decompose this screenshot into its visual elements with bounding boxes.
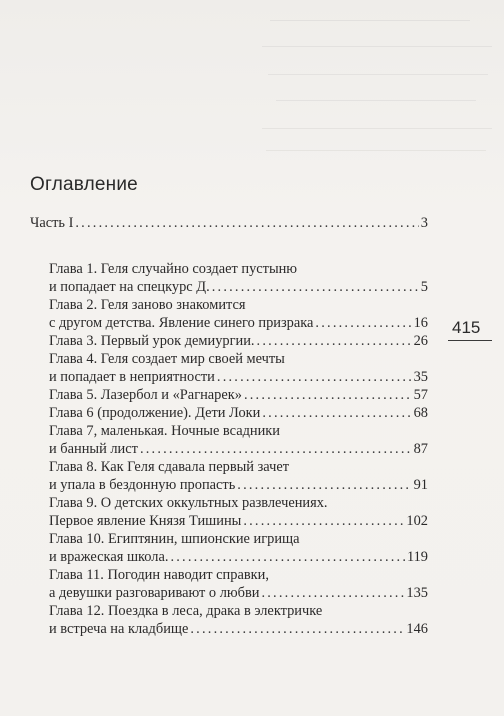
part-title: Часть I [30, 215, 74, 231]
toc-chapter-entry[interactable] [49, 296, 428, 332]
chapter-page: 87 [413, 441, 428, 457]
chapter-page: 57 [413, 387, 428, 403]
bleed-through-line [268, 74, 488, 75]
dot-leader [217, 368, 412, 386]
chapter-title: Глава 9. О детских оккультных развлечениях. [49, 495, 328, 511]
dot-leader [212, 278, 419, 296]
chapter-title: Глава 4. Геля создает мир своей мечты [49, 351, 285, 367]
chapter-page: 135 [406, 585, 428, 601]
chapter-title-cont: и попадает на спецкурс Д. [49, 279, 210, 295]
toc-chapter-entry[interactable] [49, 260, 428, 296]
chapter-title-cont: а девушки разговаривают о любви [49, 585, 260, 601]
dot-leader [243, 512, 404, 530]
toc-chapter-entry[interactable] [49, 404, 428, 422]
toc-chapter-entry[interactable] [49, 494, 428, 530]
chapter-page: 16 [413, 315, 428, 331]
dot-leader [140, 440, 412, 458]
chapter-page: 5 [420, 279, 428, 295]
chapter-title: Глава 12. Поездка в леса, драка в электричке [49, 603, 323, 619]
chapter-title-cont: и вражеская школа. [49, 549, 169, 565]
bleed-through-line [276, 100, 476, 101]
chapter-page: 91 [413, 477, 428, 493]
bleed-through-line [262, 128, 492, 129]
dot-leader [262, 404, 411, 422]
chapter-title-cont: и попадает в неприятности [49, 369, 215, 385]
toc-chapter-entry[interactable] [49, 422, 428, 458]
toc-chapter-entry[interactable] [49, 530, 428, 566]
toc-chapter-entry[interactable] [49, 350, 428, 386]
bleed-through-line [262, 46, 492, 47]
dot-leader [261, 584, 404, 602]
page-number: 415 [452, 318, 481, 337]
chapter-page: 102 [406, 513, 428, 529]
bleed-through-line [270, 20, 470, 21]
dot-leader [75, 214, 418, 232]
toc-part-entry[interactable] [30, 214, 428, 232]
dot-leader [237, 476, 411, 494]
dot-leader [315, 314, 411, 332]
chapter-page: 146 [406, 621, 428, 637]
chapter-title: Глава 3. Первый урок демиургии. [49, 333, 255, 349]
bleed-through-line [266, 150, 486, 151]
toc-chapter-entry[interactable] [49, 386, 428, 404]
dot-leader [244, 386, 412, 404]
toc-chapter-entry[interactable] [49, 566, 428, 602]
toc-chapter-entry[interactable] [49, 332, 428, 350]
chapter-title: Глава 6 (продолжение). Дети Локи [49, 405, 261, 421]
chapter-title-cont: с другом детства. Явление синего призрака [49, 315, 314, 331]
dot-leader [257, 332, 412, 350]
toc-chapter-entry[interactable] [49, 602, 428, 638]
chapter-title: Глава 1. Геля случайно создает пустыню [49, 261, 298, 277]
chapter-page: 35 [413, 369, 428, 385]
chapter-title-cont: и встреча на кладбище [49, 621, 189, 637]
chapter-title: Глава 7, маленькая. Ночные всадники [49, 423, 281, 439]
page-number-rule [448, 340, 492, 341]
chapter-page: 119 [406, 549, 428, 565]
chapter-title-cont: и упала в бездонную пропасть [49, 477, 236, 493]
dot-leader [190, 620, 404, 638]
chapter-title-cont: Первое явление Князя Тишины [49, 513, 242, 529]
chapter-title: Глава 5. Лазербол и «Рагнарек» [49, 387, 242, 403]
toc-chapter-entry[interactable] [49, 458, 428, 494]
chapter-title-cont: и банный лист [49, 441, 138, 457]
chapter-title: Глава 2. Геля заново знакомится [49, 297, 246, 313]
chapter-title: Глава 10. Египтянин, шпионские игрища [49, 531, 300, 547]
chapter-title: Глава 11. Погодин наводит справки, [49, 567, 269, 583]
chapter-page: 26 [413, 333, 428, 349]
chapter-page: 68 [413, 405, 428, 421]
chapter-title: Глава 8. Как Геля сдавала первый зачет [49, 459, 290, 475]
dot-leader [170, 548, 404, 566]
part-page: 3 [420, 215, 428, 231]
toc-heading: Оглавление [30, 174, 138, 195]
